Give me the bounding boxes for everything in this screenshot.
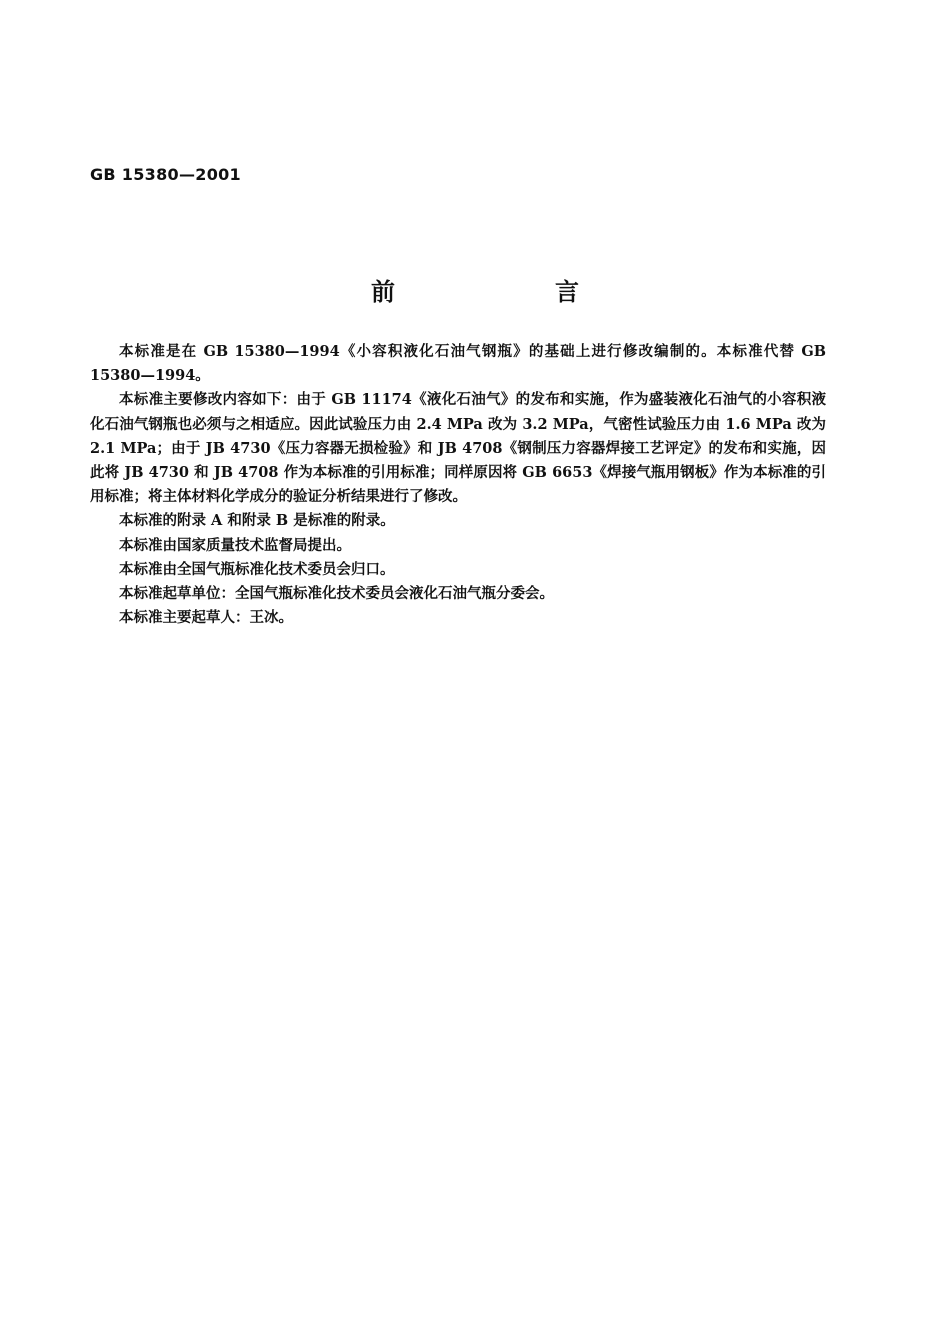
paragraph-committee: 本标准由全国气瓶标准化技术委员会归口。 [119, 560, 395, 578]
paragraph-proposer: 本标准由国家质量技术监督局提出。 [119, 536, 351, 554]
standard-code: GB 15380—2001 [90, 165, 241, 184]
paragraph-appendices: 本标准的附录 A 和附录 B 是标准的附录。 [119, 512, 395, 530]
paragraph-revisions: 本标准主要修改内容如下：由于 GB 11174《液化石油气》的发布和实施，作为盛装液化石油气的小容积液化石油气钢瓶也必须与之相适应。因此试验压力由 2.4 MPa 改为 3.2 MPa，气密性试验压力由 1.6 MPa 改为 2.1 MPa；由于 JB 4730《压力容器无损检验》和 JB 4708《钢制压力容器焊接工艺评定》的发布和实施，因此将 JB 4730 和 JB 4708 作为本标准的引用标准；同样原因将 GB 6653《焊接气瓶用钢板》作为本标准的引用标准；将主体材料化学成分的验证分析结果进行了修改。 [90, 391, 826, 506]
paragraph-drafting-unit: 本标准起草单位：全国气瓶标准化技术委员会液化石油气瓶分委会。 [119, 585, 554, 603]
paragraph-drafters: 本标准主要起草人：王冰。 [119, 609, 293, 627]
foreword-body [90, 340, 826, 630]
page-title: 前 言 [371, 278, 647, 306]
paragraph-basis: 本标准是在 GB 15380—1994《小容积液化石油气钢瓶》的基础上进行修改编制的。本标准代替 GB 15380—1994。 [90, 343, 826, 385]
